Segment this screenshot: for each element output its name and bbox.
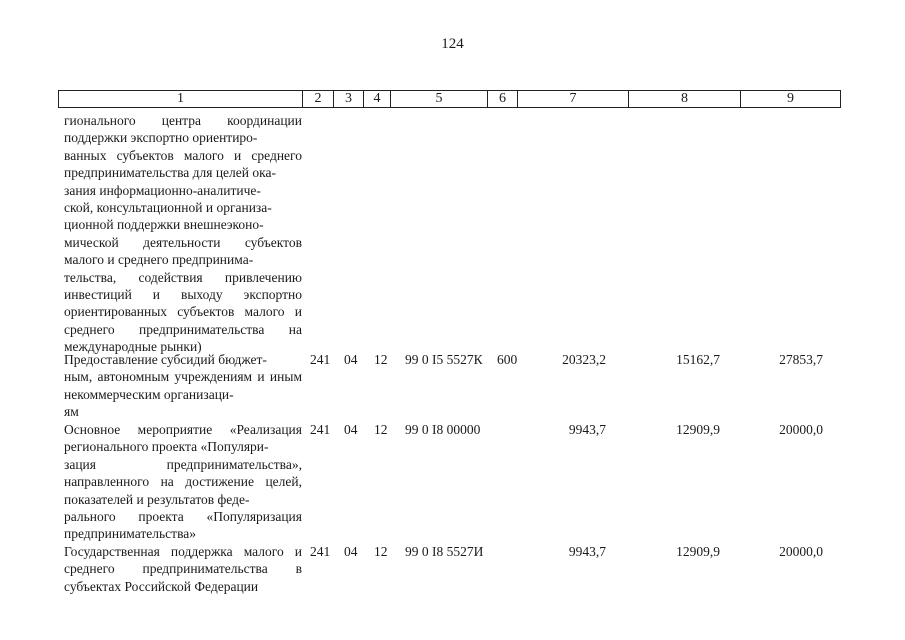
header-col-4: 4 [364,91,391,107]
row-description: Государственная поддержка малого и среднего предпринимательства в субъектах Российской Федерации [64,544,302,594]
row-description: гионального центра координации поддержки экспортно ориентиро- ванных субъектов малого и среднего предпринимательства для целей ока- зания информационно-аналитиче- ской, консультационной и организа- ционной поддержки внешнеэконо- мической деятельности субъектов малого и среднего предпринима- тельства, содействия привлечению инвестиций и выходу экспортно ориентированных субъектов малого и среднего предпринимательства на международные рынки) [64,113,302,355]
cell-col-7: 9943,7 [568,422,606,437]
header-col-7: 7 [518,91,629,107]
cell-col-3: 04 [344,422,358,437]
cell-col-4: 12 [374,352,388,367]
cell-col-2: 241 [310,352,331,367]
cell-col-5: 99 0 I8 5527И [405,544,484,559]
cell-col-9: 27853,7 [779,352,823,367]
cell-col-5: 99 0 I8 00000 [405,422,481,437]
cell-col-2: 241 [310,544,331,559]
cell-col-5: 99 0 I5 5527К [405,352,483,367]
cell-col-7: 9943,7 [568,544,606,559]
cell-col-8: 12909,9 [676,544,720,559]
cell-col-3: 04 [344,544,358,559]
row-description: Предоставление субсидий бюджет- ным, автономным учреждениям и иным некоммерческим организаци- ям [64,352,302,420]
cell-col-3: 04 [344,352,358,367]
cell-col-7: 20323,2 [562,352,606,367]
cell-col-4: 12 [374,422,388,437]
cell-col-8: 15162,7 [676,352,720,367]
header-col-9: 9 [787,91,794,106]
header-col-2: 2 [303,91,334,107]
cell-col-9: 20000,0 [779,422,823,437]
page-number: 124 [441,36,464,52]
header-col-5: 5 [391,91,488,107]
header-col-1: 1 [59,91,303,107]
cell-col-8: 12909,9 [676,422,720,437]
row-description: Основное мероприятие «Реализация регионального проекта «Популяри- зация предпринимательства», направленного на достижение целей, показателей и результатов феде- рального проекта «Популяризация предпринимательства» [64,422,302,542]
header-col-3: 3 [334,91,364,107]
cell-col-9: 20000,0 [779,544,823,559]
cell-col-4: 12 [374,544,388,559]
header-col-6: 6 [488,91,518,107]
header-col-8: 8 [629,91,741,107]
cell-col-6: 600 [497,352,518,367]
table-header [58,90,841,108]
cell-col-2: 241 [310,422,331,437]
